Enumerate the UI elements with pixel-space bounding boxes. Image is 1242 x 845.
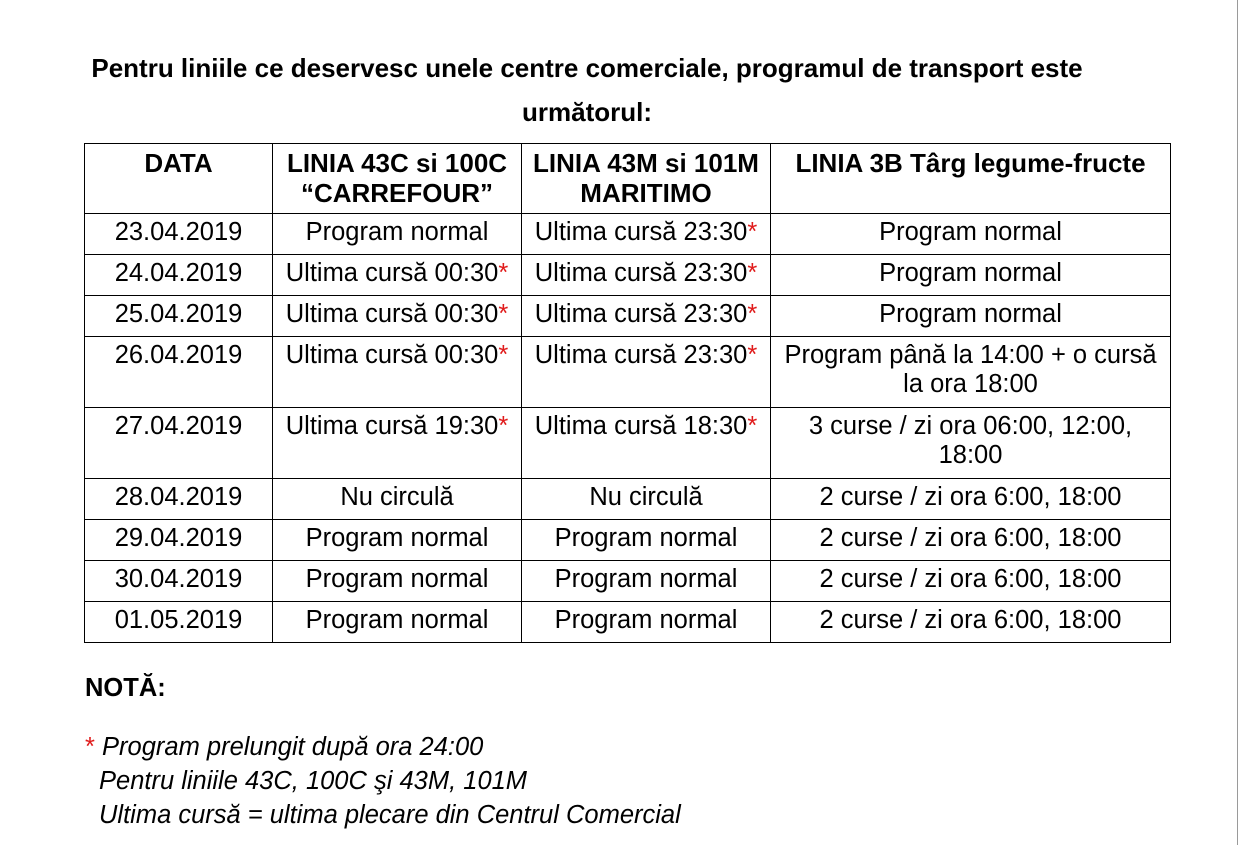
cell-date: 01.05.2019 [85,602,273,643]
cell-text: Ultima cursă 18:30 [534,412,748,440]
header-line: LINIA 43M si 101M [533,148,759,178]
table-row [85,296,1171,337]
asterisk-mark: * [747,300,758,328]
cell-line-3b [771,479,1171,520]
cell-line-3b [771,520,1171,561]
cell-text: Program normal [879,218,1062,246]
table-row [85,408,1171,479]
header-line: MARITIMO [580,178,712,208]
cell-line-43c-100c [273,214,522,255]
cell-line-43m-101m [522,296,771,337]
header-line-43c-100c [273,144,522,214]
cell-text: Program normal [305,565,489,593]
cell-text: 2 curse / zi ora 6:00, 18:00 [819,483,1122,511]
cell-text: 2 curse / zi ora 6:00, 18:00 [819,524,1122,552]
cell-date: 23.04.2019 [85,214,273,255]
cell-line-3b [771,602,1171,643]
header-date [85,144,273,214]
table-row [85,479,1171,520]
asterisk-mark: * [498,412,509,440]
cell-line-43c-100c [273,561,522,602]
cell-text: Program normal [554,606,738,634]
cell-text: Ultima cursă 23:30 [534,341,748,369]
asterisk-mark: * [498,341,509,369]
note-line-2: Pentru liniile 43C, 100C şi 43M, 101M [99,767,528,795]
note-line-1 [85,730,681,764]
cell-text: Ultima cursă 19:30 [285,412,499,440]
note-block [85,730,681,832]
cell-date: 25.04.2019 [85,296,273,337]
cell-line-3b [771,408,1171,479]
cell-line-43m-101m [522,214,771,255]
cell-line-43m-101m [522,479,771,520]
asterisk-mark: * [747,341,758,369]
cell-text: Ultima cursă 00:30 [285,259,499,287]
cell-line-43c-100c [273,520,522,561]
asterisk-mark: * [747,259,758,287]
cell-line-43m-101m [522,408,771,479]
header-line: “CARREFOUR” [300,178,494,208]
cell-line-3b [771,296,1171,337]
cell-text: 2 curse / zi ora 6:00, 18:00 [819,606,1122,634]
cell-text: Program normal [305,218,489,246]
cell-text: Program normal [554,565,738,593]
page-title: Pentru liniile ce deservesc unele centre comerciale, programul de transport este următorul: [91,53,1083,127]
header-line: LINIA 43C si 100C [286,148,508,178]
table-row [85,520,1171,561]
cell-line-43c-100c [273,296,522,337]
cell-line-43c-100c [273,479,522,520]
header-line-43m-101m [522,144,771,214]
cell-line-3b [771,337,1171,408]
header-line: LINIA 3B Târg legume-fructe [795,148,1146,178]
table-row [85,337,1171,408]
page-edge-line [1237,0,1238,845]
cell-line-43c-100c [273,408,522,479]
note-line-3: Ultima cursă = ultima plecare din Centrul Comercial [99,801,681,829]
table-row [85,255,1171,296]
cell-text: Program normal [879,259,1062,287]
cell-line-3b [771,214,1171,255]
cell-text: Nu circulă [340,483,454,511]
cell-text: Program până la 14:00 + o cursă la ora 18:00 [784,341,1157,398]
note-text: Program prelungit după ora 24:00 [102,733,484,761]
cell-text: Program normal [554,524,738,552]
cell-date: 29.04.2019 [85,520,273,561]
cell-line-43m-101m [522,337,771,408]
asterisk-mark: * [747,218,758,246]
cell-text: Program normal [879,300,1062,328]
header-line-3b [771,144,1171,214]
cell-line-43c-100c [273,602,522,643]
note-heading: NOTĂ: [85,674,166,702]
asterisk-mark: * [747,412,758,440]
header-line: DATA [144,148,213,178]
asterisk-mark: * [85,733,95,761]
cell-text: Program normal [305,524,489,552]
cell-line-43m-101m [522,561,771,602]
cell-date: 26.04.2019 [85,337,273,408]
cell-text: Nu circulă [589,483,703,511]
table-row [85,214,1171,255]
cell-text: 2 curse / zi ora 6:00, 18:00 [819,565,1122,593]
cell-line-43m-101m [522,520,771,561]
asterisk-mark: * [498,300,509,328]
cell-text: 3 curse / zi ora 06:00, 12:00, 18:00 [808,412,1133,469]
table-row [85,602,1171,643]
cell-date: 28.04.2019 [85,479,273,520]
cell-line-43m-101m [522,255,771,296]
cell-line-43m-101m [522,602,771,643]
asterisk-mark: * [498,259,509,287]
cell-text: Ultima cursă 23:30 [534,259,748,287]
cell-text: Ultima cursă 00:30 [285,341,499,369]
cell-date: 30.04.2019 [85,561,273,602]
table-header-row [85,144,1171,214]
table-row [85,561,1171,602]
cell-text: Ultima cursă 00:30 [285,300,499,328]
cell-date: 24.04.2019 [85,255,273,296]
cell-line-43c-100c [273,255,522,296]
cell-line-3b [771,255,1171,296]
schedule-table [84,143,1171,643]
cell-text: Ultima cursă 23:30 [534,218,748,246]
cell-line-43c-100c [273,337,522,408]
cell-text: Ultima cursă 23:30 [534,300,748,328]
cell-text: Program normal [305,606,489,634]
cell-line-3b [771,561,1171,602]
cell-date: 27.04.2019 [85,408,273,479]
